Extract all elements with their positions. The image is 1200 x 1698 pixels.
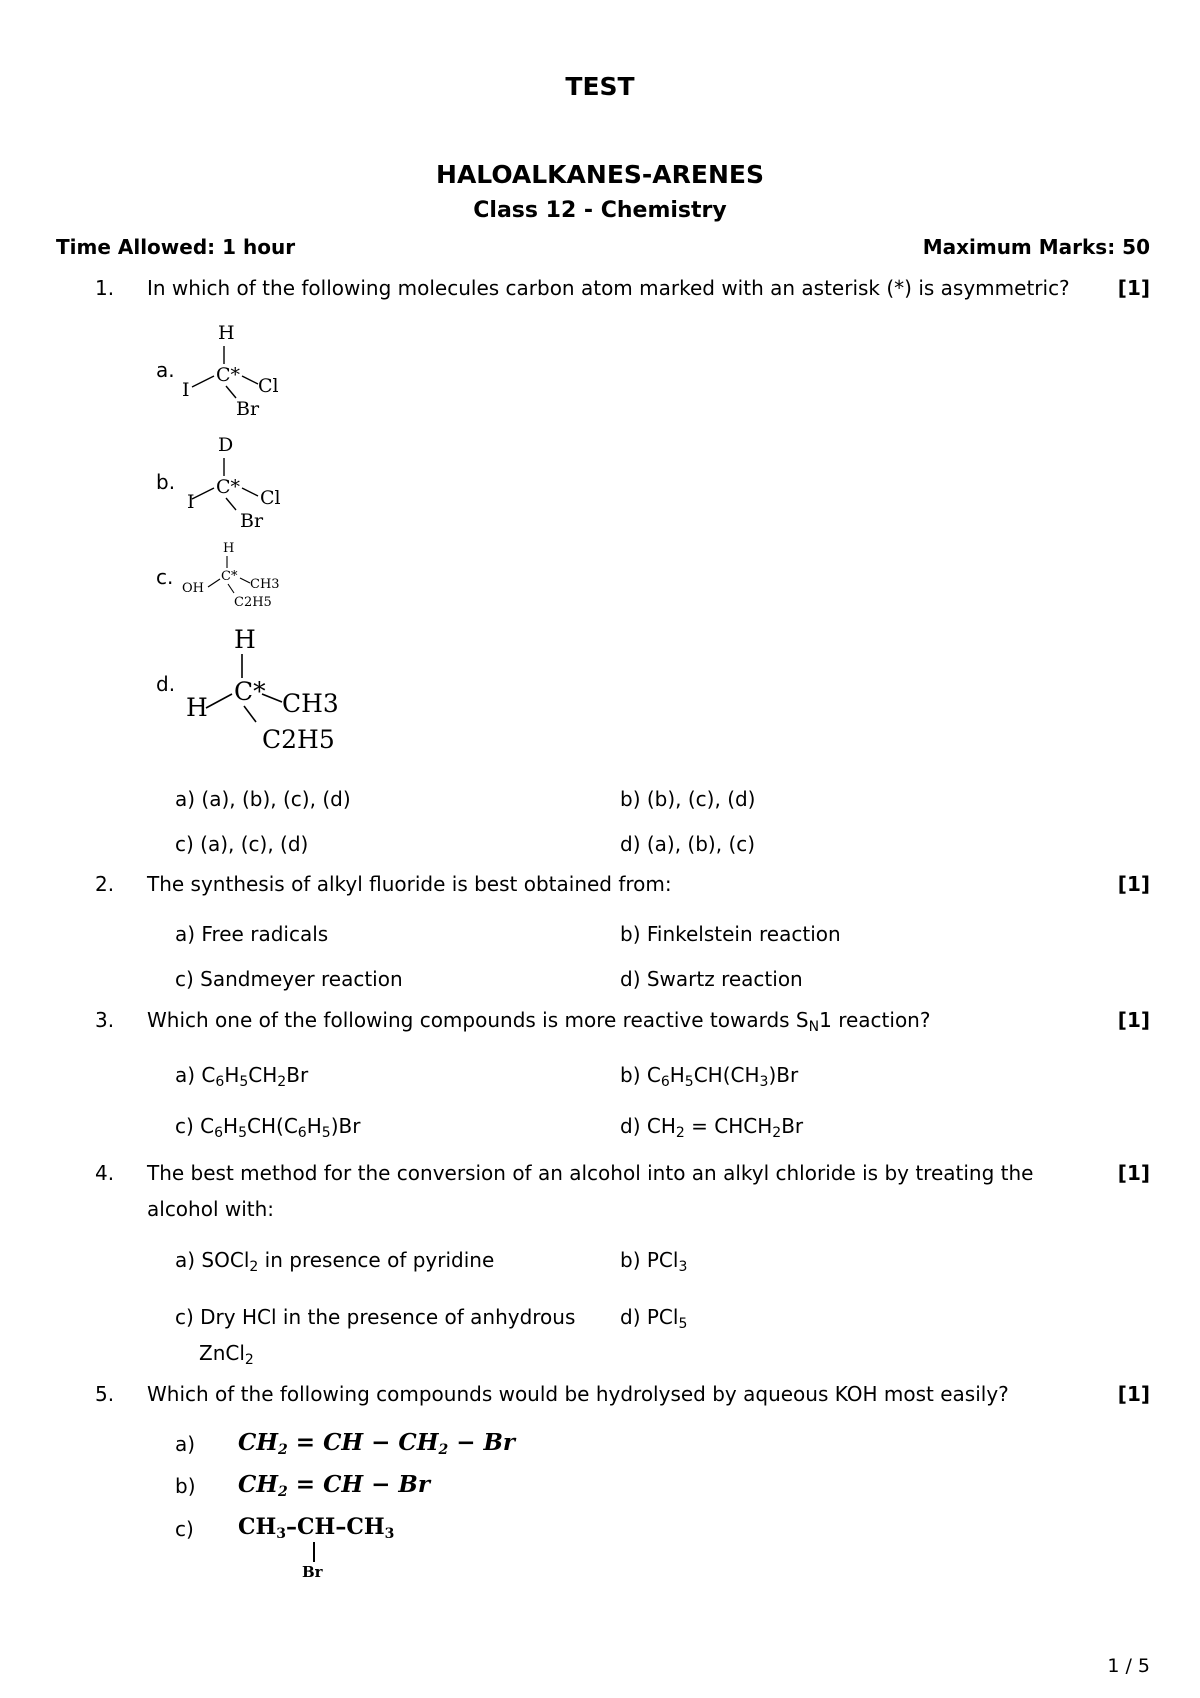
svg-text:Br: Br xyxy=(240,510,264,532)
q2-option-a[interactable]: a) Free radicals xyxy=(175,922,329,946)
q3-mark: [1] xyxy=(1117,1008,1150,1032)
q4-option-c[interactable]: c) Dry HCl in the presence of anhydrous ZnCl$_2$ xyxy=(175,1305,576,1368)
structure-c xyxy=(180,538,310,618)
q2-number: 2. xyxy=(95,872,115,896)
q5-number: 5. xyxy=(95,1382,115,1406)
q3-option-a[interactable]: a) $C_6H_5CH_2Br$ xyxy=(175,1063,309,1090)
q3-option-b[interactable]: b) $C_6H_5CH(CH_3)Br$ xyxy=(620,1063,799,1090)
q1-option-b[interactable]: b) (b), (c), (d) xyxy=(620,787,756,811)
svg-text:Cl: Cl xyxy=(260,487,281,509)
q5-formula-c: $CH_3-CH-CH_3$ xyxy=(238,1514,395,1542)
svg-text:C2H5: C2H5 xyxy=(262,725,335,754)
structure-a xyxy=(180,320,310,420)
q4-option-d[interactable]: d) PCl$_5$ xyxy=(620,1305,688,1332)
svg-text:C2H5: C2H5 xyxy=(234,595,272,610)
q2-option-d[interactable]: d) Swartz reaction xyxy=(620,967,803,991)
q4-text: The best method for the conversion of an alcohol into an alkyl chloride is by treating the alcohol with: xyxy=(147,1161,1034,1221)
svg-text:CH3: CH3 xyxy=(250,577,280,592)
q5-label-c[interactable]: c) xyxy=(175,1517,194,1541)
q5-formula-c-br: Br xyxy=(302,1563,323,1581)
svg-text:OH: OH xyxy=(182,581,204,596)
q1-mark: [1] xyxy=(1117,276,1150,300)
q5-formula-b: $CH_2$ = CH − Br xyxy=(238,1471,430,1500)
q3-number: 3. xyxy=(95,1008,115,1032)
q2-mark: [1] xyxy=(1117,872,1150,896)
q4-option-b[interactable]: b) PCl$_3$ xyxy=(620,1248,688,1275)
q2-text: The synthesis of alkyl fluoride is best obtained from: xyxy=(147,872,672,896)
q5-text: Which of the following compounds would be hydrolysed by aqueous KOH most easily? xyxy=(147,1382,1009,1406)
svg-text:H: H xyxy=(186,693,208,722)
q5-label-a[interactable]: a) xyxy=(175,1432,196,1456)
q5-label-b[interactable]: b) xyxy=(175,1474,196,1498)
q3-option-c[interactable]: c) $C_6H_5CH(C_6H_5)Br$ xyxy=(175,1114,361,1141)
structure-d xyxy=(180,622,360,757)
q1-option-d[interactable]: d) (a), (b), (c) xyxy=(620,832,756,856)
q5-formula-c-bond xyxy=(313,1542,315,1562)
q1-struct-label-a: a. xyxy=(156,358,175,382)
q4-mark: [1] xyxy=(1117,1161,1150,1185)
q1-number: 1. xyxy=(95,276,115,300)
q3-option-d[interactable]: d) $CH_2$ = $CHCH_2Br$ xyxy=(620,1114,804,1141)
svg-text:Cl: Cl xyxy=(258,375,279,397)
svg-text:H: H xyxy=(218,322,235,344)
q1-text: In which of the following molecules carbon atom marked with an asterisk (*) is asymmetric? xyxy=(147,276,1070,300)
svg-text:I: I xyxy=(182,379,190,401)
topic-title: HALOALKANES-ARENES xyxy=(436,160,764,189)
svg-text:D: D xyxy=(218,434,234,456)
svg-text:H: H xyxy=(223,541,235,556)
class-subtitle: Class 12 - Chemistry xyxy=(473,198,727,223)
svg-text:H: H xyxy=(234,625,256,654)
structure-b xyxy=(180,432,310,532)
svg-text:Br: Br xyxy=(236,398,260,420)
q1-struct-label-b: b. xyxy=(156,470,176,494)
q4-number: 4. xyxy=(95,1161,115,1185)
svg-text:C*: C* xyxy=(234,677,266,706)
q2-option-b[interactable]: b) Finkelstein reaction xyxy=(620,922,841,946)
page-number: 1 / 5 xyxy=(1107,1655,1150,1677)
q5-mark: [1] xyxy=(1117,1382,1150,1406)
svg-text:C*: C* xyxy=(221,569,238,584)
q1-option-a[interactable]: a) (a), (b), (c), (d) xyxy=(175,787,351,811)
svg-text:C*: C* xyxy=(216,364,241,386)
q4-option-a[interactable]: a) SOCl$_2$ in presence of pyridine xyxy=(175,1248,495,1275)
q5-formula-a: $CH_2$ = CH − $CH_2 - Br$ xyxy=(238,1429,516,1458)
q2-option-c[interactable]: c) Sandmeyer reaction xyxy=(175,967,403,991)
q3-text: Which one of the following compounds is more reactive towards $S_N1$ reaction? xyxy=(147,1008,931,1035)
test-heading: TEST xyxy=(565,72,635,101)
q1-option-c[interactable]: c) (a), (c), (d) xyxy=(175,832,309,856)
maximum-marks: Maximum Marks: 50 xyxy=(922,235,1150,259)
q1-struct-label-c: c. xyxy=(156,565,174,589)
time-allowed: Time Allowed: 1 hour xyxy=(56,235,296,259)
svg-text:C*: C* xyxy=(216,476,241,498)
svg-text:CH3: CH3 xyxy=(282,689,339,718)
q1-struct-label-d: d. xyxy=(156,672,176,696)
svg-text:I: I xyxy=(187,491,195,513)
